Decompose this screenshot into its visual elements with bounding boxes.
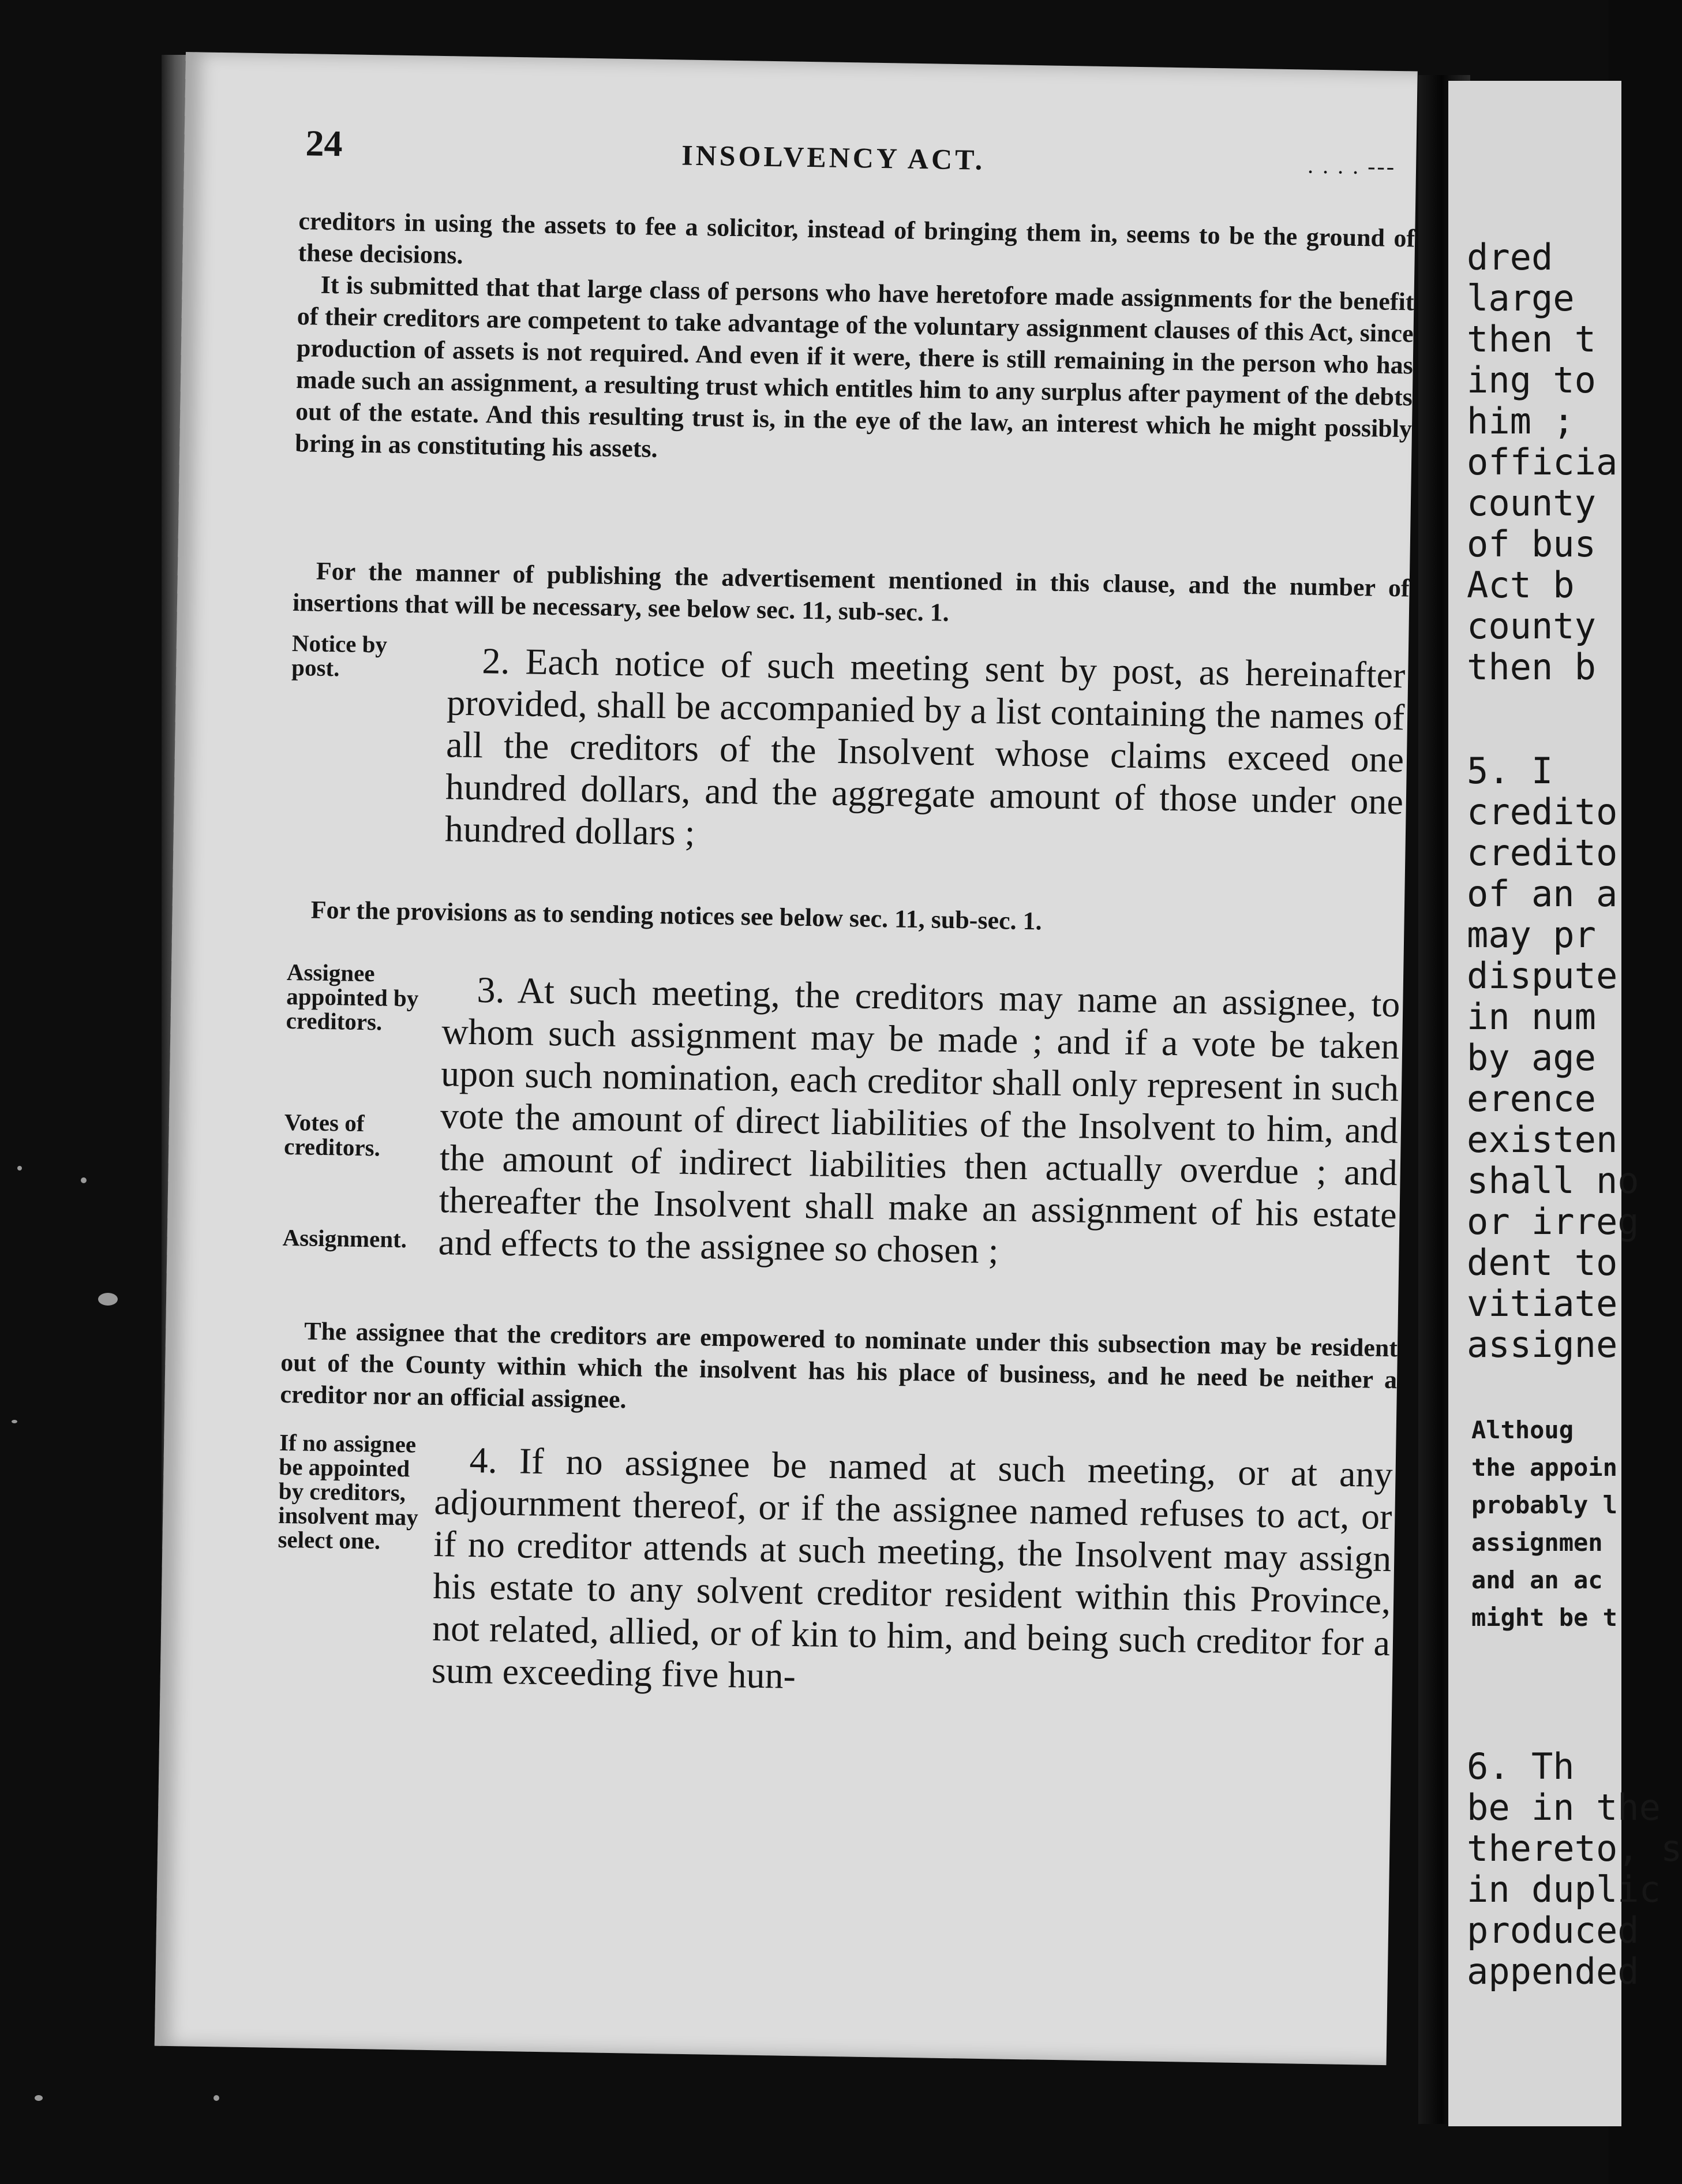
dust-speck [12, 1420, 17, 1423]
commentary-paragraph-3: For the manner of publishing the advertisement mentioned in this clause, and the number of insertions that will be necessary, see below sec. 11, sub-sec. 1. [292, 556, 1410, 627]
right-page-text-block-1: dred large then t ing to him ; officia county of bus Act b county then b [1467, 236, 1618, 688]
right-page-text-block-3: 6. Th be in the thereto, s in duplic produced appended [1467, 1745, 1682, 1992]
dust-speck [35, 2095, 43, 2101]
running-head [305, 122, 1402, 185]
margin-note-assignment: Assignment. [282, 1224, 407, 1253]
dust-speck [81, 1177, 87, 1183]
left-page [155, 52, 1418, 2065]
right-page [1448, 81, 1682, 2126]
commentary-paragraph-2: It is submitted that that large class of persons who have heretofore made assignments for the benefit of their creditors are competent to take advantage of the voluntary assignment clauses of this Act, since production of assets is not required. And even if it were, there is still remaining in the person who has made such an assignment, a resulting trust which entitles him to any surplus after payment of the debts out of the estate. And this resulting trust is, in the eye of the law, an interest which he might possibly bring in as constituting his assets. [294, 270, 1414, 463]
commentary-paragraph-4: For the provisions as to sending notices see below sec. 11, sub-sec. 1. [310, 895, 1042, 936]
margin-note-assignee-appointed: Assignee appointed by creditors. [286, 958, 419, 1035]
commentary-paragraph-5: The assignee that the creditors are empowered to nominate under this subsection may be resident out of the County within which the insolvent has his place of business, and he need be neither a creditor nor an official assignee. [280, 1317, 1398, 1414]
commentary-paragraph-1: creditors in using the assets to fee a solicitor, instead of bringing them in, seems to be the ground of these decisions. [298, 207, 1415, 270]
dust-speck [17, 1166, 22, 1170]
section-3-text: 3. At such meeting, the creditors may name an assignee, to whom such assignment may be made ; and if a vote be taken upon such nomination, each creditor shall only represent in such vote the amount of direct liabilities of the Insolvent to him, and the amount of indirect liabilities then actually overdue ; and thereafter the Insolvent shall make an assignment of his estate and effects to the assignee so chosen ; [438, 969, 1400, 1271]
section-2-text: 2. Each notice of such meeting sent by post, as hereinafter provided, shall be accompanied by a list containing the names of all the creditors of the Insolvent whose claims exceed one hundred dollars, and the aggregate amount of those under one hundred dollars ; [444, 640, 1406, 854]
right-page-text-block-2: 5. I credito credito of an a may pr dispute in num by age erence existen shall no or irreg dent to vitiate assigne [1467, 750, 1639, 1366]
margin-note-votes-of-creditors: Votes of creditors. [283, 1108, 381, 1161]
margin-note-if-no-assignee: If no assignee be appointed by creditors, insolvent may select one. [278, 1428, 419, 1554]
section-4-text: 4. If no assignee be named at such meeting, or at any adjournment thereof, or if the assignee named refuses to act, or if no creditor attends at such meeting, the Insolvent may assign his estate to any solvent creditor resident within this Province, not related, allied, or of kin to him, and being such creditor for a sum exceeding five hun- [431, 1439, 1393, 1696]
right-page-note-block: Althoug the appoin probably l assignmen and an ac might be t [1471, 1416, 1617, 1632]
running-head-mark: . . . . --- [1307, 152, 1396, 179]
margin-note-notice-by-post: Notice by post. [291, 630, 388, 682]
running-head-title: INSOLVENCY ACT. [681, 139, 986, 176]
page-number: 24 [305, 122, 343, 164]
dust-speck [213, 2095, 219, 2101]
dust-speck [98, 1293, 118, 1306]
